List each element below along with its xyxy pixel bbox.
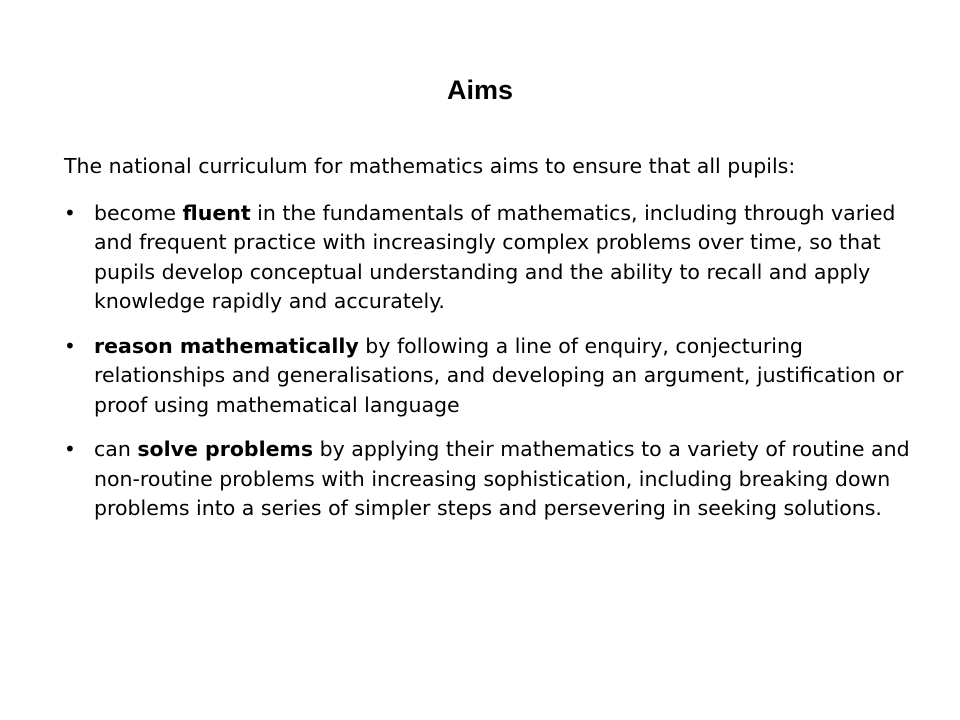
aims-list (64, 199, 910, 524)
slide-title: Aims (446, 75, 514, 105)
bullet-keyword: reason mathematically (94, 333, 359, 358)
bullet-text-before: can (94, 437, 138, 461)
bullet-text-after: by applying their mathematics to a variety of routine and non-routine problems with increasing sophistication, including breaking down problems into a series of simpler steps and persevering in seeking solutions. (94, 437, 910, 520)
bullet-keyword: solve problems (137, 437, 314, 461)
slide-content (64, 152, 910, 539)
list-item (64, 199, 910, 317)
bullet-icon: • (64, 200, 76, 225)
bullet-text (94, 334, 904, 417)
bullet-text-after: in the fundamentals of mathematics, including through varied and frequent practice with increasingly complex problems over time, so that pupils develop conceptual understanding and the ability to recall and apply knowledge rapidly and accurately. (94, 200, 896, 313)
bullet-text-before: become (94, 200, 183, 225)
bullet-text-after: by following a line of enquiry, conjecturing relationships and generalisations, and developing an argument, justification or proof using mathematical language (94, 333, 904, 417)
bullet-keyword: fluent (182, 200, 251, 225)
list-item (64, 435, 910, 524)
bullet-icon: • (64, 333, 76, 358)
bullet-icon: • (64, 437, 76, 461)
bullet-text (94, 437, 910, 520)
bullet-text (94, 201, 895, 314)
list-item (64, 332, 910, 421)
intro-text: The national curriculum for mathematics aims to ensure that all pupils: (64, 154, 796, 178)
